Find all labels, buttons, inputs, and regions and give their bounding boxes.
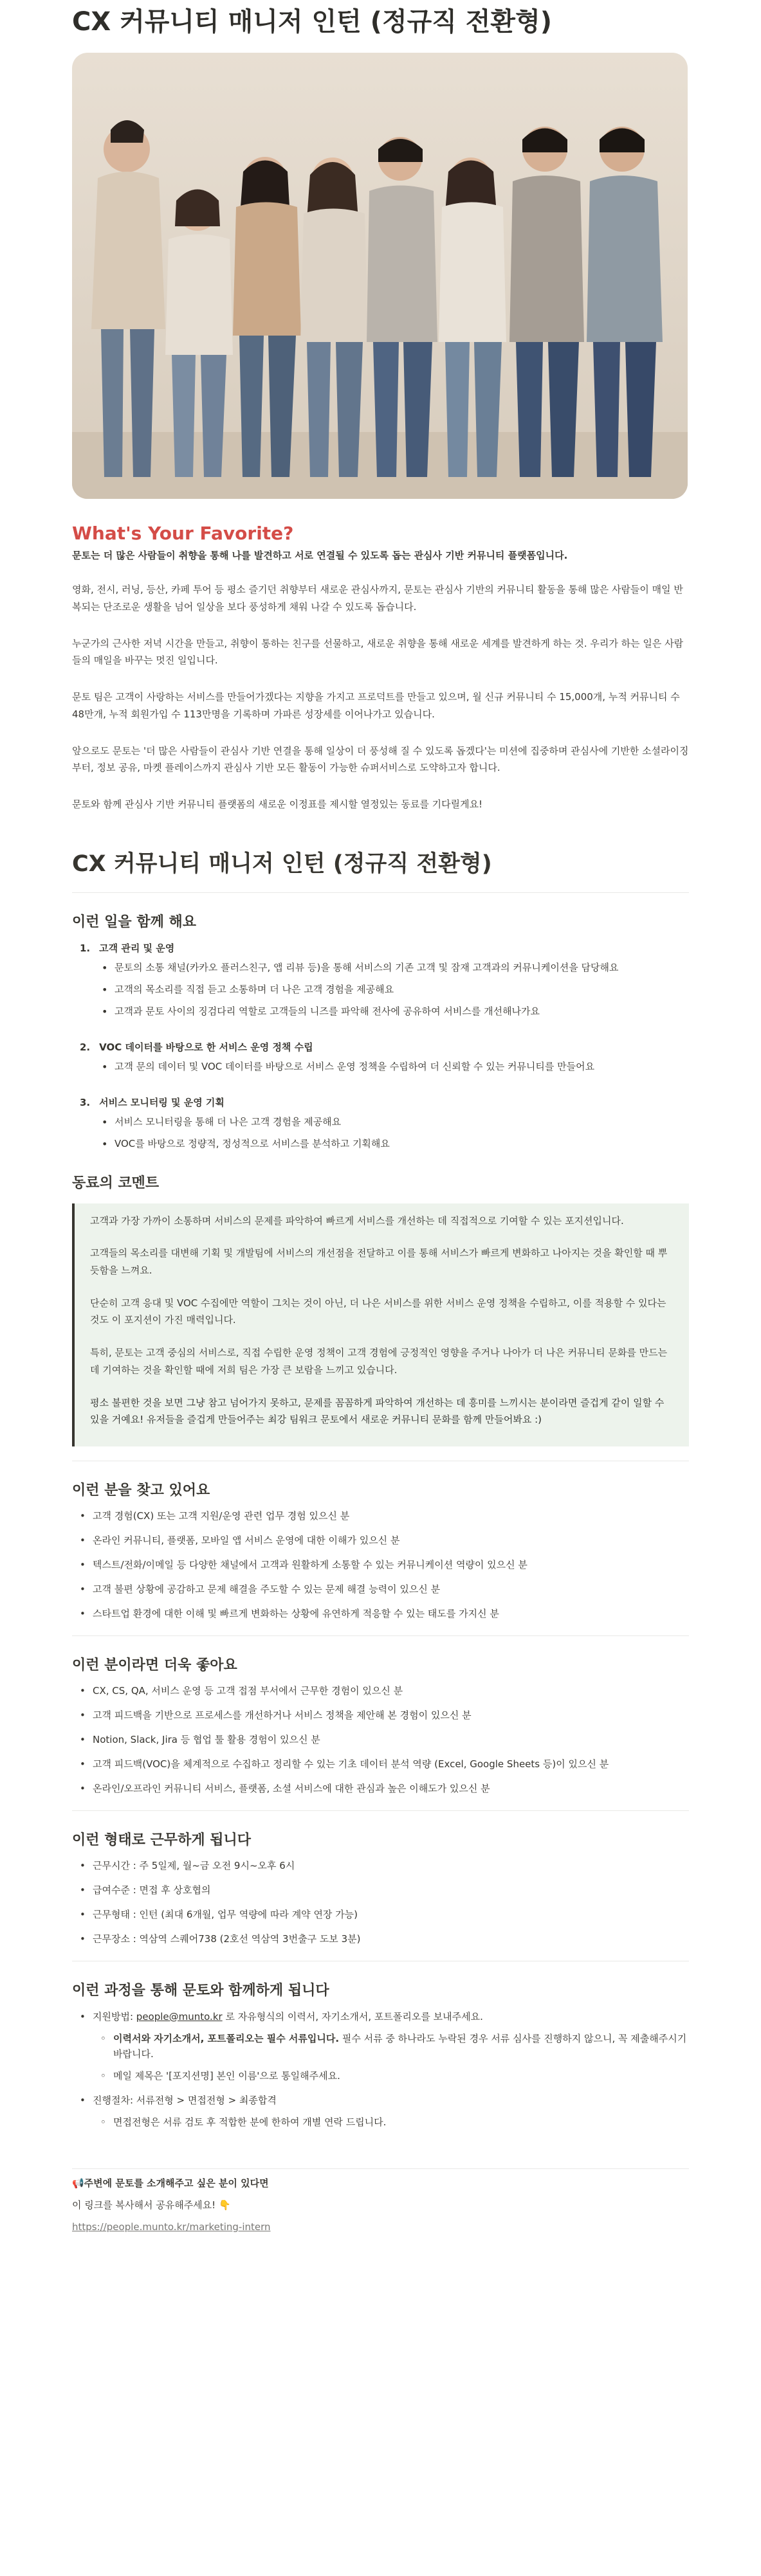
comment-paragraph: 고객과 가장 가까이 소통하며 서비스의 문제를 파악하여 빠르게 서비스를 개선하는 데 직접적으로 기여할 수 있는 포지션입니다.	[90, 1214, 624, 1227]
intro-paragraph: 누군가의 근사한 저녁 시간을 만들고, 취향이 통하는 친구를 선물하고, 새로운 취향을 통해 새로운 세계를 발견하게 하는 것. 우리가 하는 일은 사람들의 매일을 바꾸는 멋진 일입니다.	[72, 637, 684, 667]
divider	[72, 1810, 689, 1811]
task-bullet: • 고객 문의 데이터 및 VOC 데이터를 바탕으로 서비스 운영 정책을 수립하여 더 신뢰할 수 있는 커뮤니티를 만들어요	[115, 1059, 689, 1074]
intro-paragraph: 문토와 함께 관심사 기반 커뮤니티 플랫폼의 새로운 이정표를 제시할 열정있는 동료를 기다릴게요!	[72, 798, 483, 810]
task-title: 서비스 모니터링 및 운영 기획	[99, 1096, 225, 1108]
process-steps	[93, 2093, 689, 2130]
process-steps-text: 진행절차: 서류전형 > 면접전형 > 최종합격	[93, 2094, 277, 2106]
seeking-item: • 고객 경험(CX) 또는 고객 지원/운영 관련 업무 경험 있으신 분	[93, 1508, 689, 1524]
apply-sub-item: ◦ 메일 제목은 '[포지션명] 본인 이름'으로 통일해주세요.	[113, 2068, 689, 2084]
task-list	[72, 941, 689, 1151]
comment-paragraph: 고객들의 목소리를 대변해 기획 및 개발팀에 서비스의 개선점을 전달하고 이를 통해 서비스가 빠르게 변화하고 나아지는 것을 확인할 때 뿌듯함을 느껴요.	[90, 1247, 668, 1277]
task-title: 고객 관리 및 운영	[99, 942, 175, 954]
share-footer	[72, 2168, 689, 2235]
comment-paragraph: 단순히 고객 응대 및 VOC 수집에만 역할이 그치는 것이 아닌, 더 나은 서비스를 위한 서비스 운영 정책을 수립하고, 이를 적용할 수 있다는 것도 이 포지션이 가진 매력입니다.	[90, 1297, 666, 1326]
task-bullet: • VOC를 바탕으로 정량적, 정성적으로 서비스를 분석하고 기획해요	[115, 1136, 689, 1151]
intro-paragraph: 영화, 전시, 러닝, 등산, 카페 투어 등 평소 즐기던 취향부터 새로운 관심사까지, 문토는 관심사 기반의 커뮤니티 활동을 통해 많은 사람들이 매일 반복되는 단조로운 생활을 넘어 일상을 보다 풍성하게 채워 나갈 수 있도록 돕습니다.	[72, 584, 683, 613]
process-steps-sub: ◦ 면접전형은 서류 검토 후 적합한 분에 한하여 개별 연락 드립니다.	[113, 2114, 689, 2130]
apply-required-note: 이력서와 자기소개서, 포트폴리오는 필수 서류입니다.	[113, 2032, 340, 2044]
share-line-1: 📢주변에 문토를 소개해주고 싶은 분이 있다면	[72, 2177, 269, 2189]
apply-email-link[interactable]: people@munto.kr	[136, 2010, 223, 2022]
section-title: CX 커뮤니티 매니저 인턴 (정규직 전환형)	[72, 851, 689, 894]
work-heading: 이런 일을 함께 해요	[72, 914, 196, 931]
page-title: CX 커뮤니티 매니저 인턴 (정규직 전환형)	[72, 7, 552, 37]
seeking-item: • 고객 불편 상황에 공감하고 문제 해결을 주도할 수 있는 문제 해결 능력이 있으신 분	[93, 1581, 689, 1597]
conditions-list	[72, 1858, 689, 1947]
seeking-list	[72, 1508, 689, 1621]
task-item	[80, 1040, 689, 1074]
share-url-link[interactable]: https://people.munto.kr/marketing-intern	[72, 2220, 271, 2233]
task-bullet: • 고객의 목소리를 직접 듣고 소통하며 더 나은 고객 경험을 제공해요	[115, 982, 689, 997]
conditions-item: • 근무형태 : 인턴 (최대 6개월, 업무 역량에 따라 계약 연장 가능)	[93, 1907, 689, 1922]
share-line-2: 이 링크를 복사해서 공유해주세요! 👇	[72, 2199, 231, 2211]
intro-paragraph: 앞으로도 문토는 '더 많은 사람들이 관심사 기반 연결을 통해 일상이 더 풍성해 질 수 있도록 돕겠다'는 미션에 집중하며 관심사에 기반한 소셜라이징부터, 정보 공유, 마켓 플레이스까지 관심사 기반 모든 활동이 가능한 슈퍼서비스로 도약하고자 합니다.	[72, 744, 689, 774]
preferred-item: • 고객 피드백(VOC)을 체계적으로 수집하고 정리할 수 있는 기초 데이터 분석 역량 (Excel, Google Sheets 등)이 있으신 분	[93, 1756, 689, 1772]
intro-bold-line: 문토는 더 많은 사람들이 취향을 통해 나를 발견하고 서로 연결될 수 있도록 돕는 관심사 기반 커뮤니티 플랫폼입니다.	[72, 550, 568, 562]
task-number: 1.	[80, 942, 91, 954]
apply-suffix: 로 자유형식의 이력서, 자기소개서, 포트폴리오를 보내주세요.	[222, 2010, 483, 2022]
comment-paragraph: 평소 불편한 것을 보면 그냥 참고 넘어가지 못하고, 문제를 꼼꼼하게 파악하여 개선하는 데 흥미를 느끼시는 분이라면 즐겁게 같이 일할 수 있을 거예요! 유저들을 즐겁게 만들어주는 최강 팀워크 문토에서 새로운 커뮤니티 문화를 함께 만들어봐요 :)	[90, 1396, 665, 1426]
task-number: 3.	[80, 1096, 91, 1108]
preferred-item: • 온라인/오프라인 커뮤니티 서비스, 플랫폼, 소셜 서비스에 대한 관심과 높은 이해도가 있으신 분	[93, 1781, 689, 1796]
hero-photo	[72, 53, 688, 499]
process-apply	[93, 2009, 689, 2084]
conditions-item: • 근무장소 : 역삼역 스퀘어738 (2호선 역삼역 3번출구 도보 3분)	[93, 1931, 689, 1947]
task-title: VOC 데이터를 바탕으로 한 서비스 운영 정책 수립	[99, 1041, 313, 1053]
task-number: 2.	[80, 1041, 91, 1053]
task-bullet: • 서비스 모니터링을 통해 더 나은 고객 경험을 제공해요	[115, 1114, 689, 1130]
conditions-item: • 근무시간 : 주 5일제, 월~금 오전 9시~오후 6시	[93, 1858, 689, 1873]
seeking-heading: 이런 분을 찾고 있어요	[72, 1482, 210, 1499]
intro-heading: What's Your Favorite?	[72, 523, 294, 544]
preferred-heading: 이런 분이라면 더욱 좋아요	[72, 1657, 237, 1674]
comment-quote	[72, 1203, 689, 1446]
comment-heading: 동료의 코멘트	[72, 1175, 160, 1191]
preferred-item: • CX, CS, QA, 서비스 운영 등 고객 접점 부서에서 근무한 경험이 있으신 분	[93, 1683, 689, 1698]
intro-paragraph: 문토 팀은 고객이 사랑하는 서비스를 만들어가겠다는 지향을 가지고 프로덕트를 만들고 있으며, 월 신규 커뮤니티 수 15,000개, 누적 커뮤니티 수 48만개, 누적 회원가입 수 113만명을 기록하며 가파른 성장세를 이어나가고 있습니다.	[72, 691, 680, 720]
seeking-item: • 텍스트/전화/이메일 등 다양한 채널에서 고객과 원활하게 소통할 수 있는 커뮤니케이션 역량이 있으신 분	[93, 1557, 689, 1572]
task-item	[80, 1095, 689, 1151]
apply-prefix: 지원방법:	[93, 2010, 136, 2022]
seeking-item: • 스타트업 환경에 대한 이해 및 빠르게 변화하는 상황에 유연하게 적응할 수 있는 태도를 가지신 분	[93, 1606, 689, 1621]
seeking-item: • 온라인 커뮤니티, 플랫폼, 모바일 앱 서비스 운영에 대한 이해가 있으신 분	[93, 1533, 689, 1548]
preferred-list	[72, 1683, 689, 1796]
preferred-item: • Notion, Slack, Jira 등 협업 툴 활용 경험이 있으신 분	[93, 1732, 689, 1747]
comment-paragraph: 특히, 문토는 고객 중심의 서비스로, 직접 수립한 운영 정책이 고객 경험에 긍정적인 영향을 주거나 나아가 더 나은 커뮤니티 문화를 만드는 데 기여하는 것을 확인할 때에 저희 팀은 가장 큰 보람을 느끼고 있습니다.	[90, 1347, 668, 1376]
apply-sub-item	[113, 2031, 689, 2062]
divider	[72, 1635, 689, 1636]
task-bullet: • 문토의 소통 채널(카카오 플러스친구, 앱 리뷰 등)을 통해 서비스의 기존 고객 및 잠재 고객과의 커뮤니케이션을 담당해요	[115, 960, 689, 975]
process-heading: 이런 과정을 통해 문토와 함께하게 됩니다	[72, 1983, 329, 1999]
preferred-item: • 고객 피드백을 기반으로 프로세스를 개선하거나 서비스 정책을 제안해 본 경험이 있으신 분	[93, 1707, 689, 1723]
task-item	[80, 941, 689, 1019]
conditions-heading: 이런 형태로 근무하게 됩니다	[72, 1832, 252, 1849]
process-list	[72, 2009, 689, 2130]
apply-required-rest: 필수 서류 중 하나라도 누락된 경우 서류 심사를 진행하지 않으니, 꼭 제출해주시기 바랍니다.	[113, 2032, 687, 2060]
conditions-item: • 급여수준 : 면접 후 상호협의	[93, 1882, 689, 1898]
task-bullet: • 고객과 문토 사이의 징검다리 역할로 고객들의 니즈를 파악해 전사에 공유하여 서비스를 개선해나가요	[115, 1004, 689, 1019]
